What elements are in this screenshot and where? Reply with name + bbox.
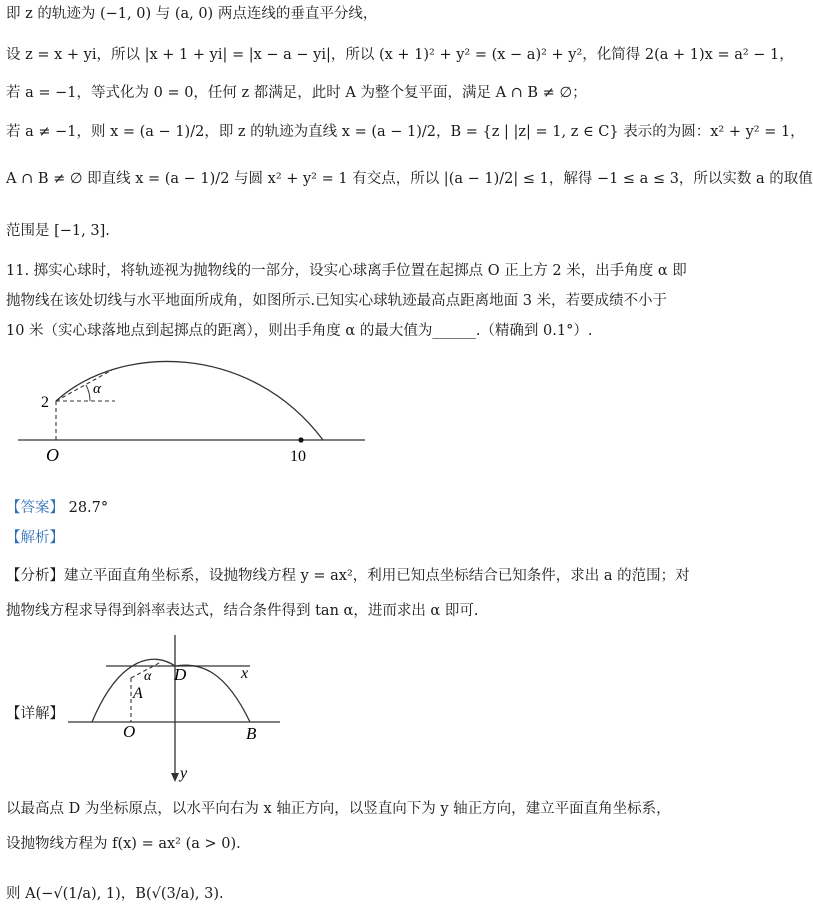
origin-o-label: O [123, 722, 136, 741]
solution-line-3: 若 a = −1，等式化为 0 = 0，任何 z 都满足，此时 A 为整个复平面，满足 A ∩ B ≠ ∅； [6, 85, 587, 101]
question-11-line-1: 11. 掷实心球时，将轨迹视为抛物线的一部分，设实心球离手位置在起掷点 O 正上方 2 米，出手角度 α 即 [6, 263, 687, 279]
trajectory-curve [56, 361, 323, 440]
parabola-curve [92, 659, 250, 722]
question-11-line-2: 抛物线在该处切线与水平地面所成角，如图所示.已知实心球轨迹最高点距离地面 3 米，若要成绩不小于 [6, 293, 668, 309]
x-axis-label: x [241, 665, 249, 682]
fenxi-tag: 【分析】 [6, 568, 64, 584]
angle-arc [86, 385, 90, 401]
detail-line-1: 以最高点 D 为坐标原点，以水平向右为 x 轴正方向，以竖直向下为 y 轴正方向，建立平面直角坐标系， [6, 801, 671, 817]
fenxi-line-2: 抛物线方程求导得到斜率表达式，结合条件得到 tan α，进而求出 α 即可. [6, 603, 479, 619]
point-b-label: B [246, 724, 257, 743]
landing-point-marker [298, 437, 303, 442]
height-label: 2 [41, 394, 49, 411]
answer-tag: 【答案】 [6, 500, 64, 516]
coordinate-parabola-figure [60, 630, 280, 785]
alpha-label: α [93, 381, 101, 397]
detail-line-2: 设抛物线方程为 f(x) = ax² (a > 0). [6, 836, 241, 852]
question-11-line-3: 10 米（实心球落地点到起掷点的距离），则出手角度 α 的最大值为______.（精确到 0.1°）. [6, 323, 593, 339]
detail-tag: 【详解】 [6, 706, 64, 722]
distance-10-label: 10 [290, 448, 306, 465]
origin-label: O [46, 445, 59, 465]
point-a-label: A [133, 685, 143, 702]
throw-trajectory-figure [0, 355, 380, 475]
detail-line-3: 则 A(−√(1/a), 1)，B(√(3/a), 3). [6, 886, 224, 902]
fenxi-text-1: 建立平面直角坐标系，设抛物线方程 y = ax²，利用已知点坐标结合已知条件，求出 a 的范围；对 [64, 568, 690, 584]
point-d-label: D [174, 665, 187, 684]
solution-line-1: 即 z 的轨迹为 (−1, 0) 与 (a, 0) 两点连线的垂直平分线， [6, 6, 378, 22]
solution-line-4: 若 a ≠ −1，则 x = (a − 1)/2，即 z 的轨迹为直线 x = (a − 1)/2，B = {z | |z| = 1, z ∈ C} 表示的为圆：x² + y² = 1， [6, 124, 805, 140]
solution-line-6: 范围是 [−1, 3]. [6, 223, 110, 239]
y-axis-label: y [180, 765, 188, 782]
solution-line-2: 设 z = x + yi，所以 |x + 1 + yi| = |x − a − yi|，所以 (x + 1)² + y² = (x − a)² + y²，化简得 2(a + 1)x = a² − 1， [6, 47, 794, 63]
analysis-tag: 【解析】 [6, 530, 64, 546]
analysis-line [6, 528, 655, 548]
solution-line-5: A ∩ B ≠ ∅ 即直线 x = (a − 1)/2 与圆 x² + y² = 1 有交点，所以 |(a − 1)/2| ≤ 1，解得 −1 ≤ a ≤ 3，所以实数 a 的取值 [6, 171, 813, 187]
answer-value: 28.7° [68, 500, 109, 516]
tangent-line [56, 370, 112, 401]
fenxi-line-1 [6, 566, 690, 586]
answer-line [6, 498, 655, 518]
y-axis-arrow [171, 773, 179, 782]
alpha-label: α [144, 669, 152, 684]
